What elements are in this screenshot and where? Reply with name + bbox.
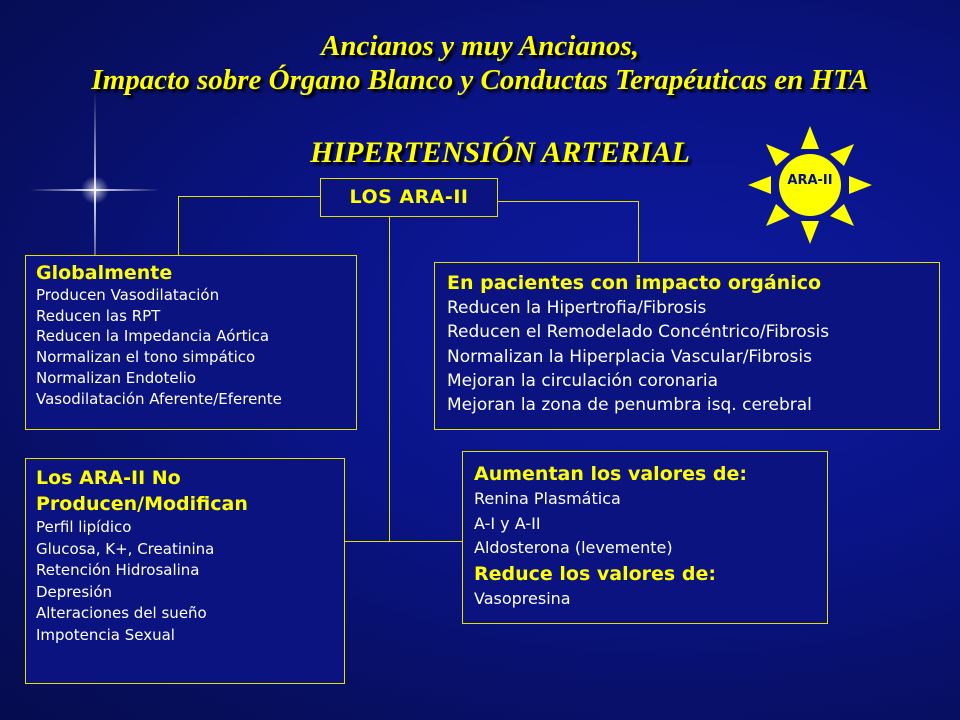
impacto-box bbox=[434, 262, 940, 430]
title-line-1: Ancianos y muy Ancianos, bbox=[321, 30, 639, 62]
list-item: Impotencia Sexual bbox=[36, 625, 175, 644]
list-item: Producen Vasodilatación bbox=[36, 286, 220, 304]
sun-label: ARA-II bbox=[787, 173, 833, 188]
aumentan-header: Aumentan los valores de: bbox=[474, 463, 748, 485]
list-item: Reducen las RPT bbox=[36, 306, 161, 325]
connector-line bbox=[389, 217, 390, 541]
list-item: Glucosa, K+, Creatinina bbox=[36, 539, 215, 558]
list-item: Reducen la Impedancia Aórtica bbox=[36, 327, 270, 346]
sun-icon bbox=[748, 126, 872, 244]
list-item: Vasopresina bbox=[474, 588, 571, 608]
globalmente-header: Globalmente bbox=[36, 262, 173, 284]
title-line-2: Impacto sobre Órgano Blanco y Conductas Terapéuticas en HTA bbox=[91, 64, 869, 96]
list-item: Reducen la Hipertrofia/Fibrosis bbox=[447, 298, 707, 318]
list-item: Aldosterona (levemente) bbox=[474, 538, 673, 557]
list-item: Depresión bbox=[36, 582, 113, 601]
center-box: LOS ARA-II bbox=[320, 178, 498, 217]
valores-box bbox=[462, 451, 828, 624]
list-item: A-I y A-II bbox=[474, 513, 541, 533]
list-item: Normalizan el tono simpático bbox=[36, 348, 256, 367]
section-title: HIPERTENSIÓN ARTERIAL bbox=[310, 136, 690, 169]
list-item: Normalizan la Hiperplacia Vascular/Fibrosis bbox=[447, 346, 812, 367]
list-item: Normalizan Endotelio bbox=[36, 368, 197, 387]
connector-line bbox=[638, 201, 639, 262]
connector-line bbox=[345, 541, 462, 542]
list-item: Vasodilatación Aferente/Eferente bbox=[36, 389, 282, 408]
connector-line bbox=[178, 196, 320, 197]
reduce-header: Reduce los valores de: bbox=[474, 562, 716, 585]
list-item: Alteraciones del sueño bbox=[36, 604, 207, 622]
list-item: Mejoran la zona de penumbra isq. cerebral bbox=[447, 395, 812, 416]
list-item: Retención Hidrosalina bbox=[36, 561, 200, 579]
no-modifican-header-2: Producen/Modifican bbox=[36, 493, 248, 515]
list-item: Reducen el Remodelado Concéntrico/Fibrosis bbox=[447, 322, 830, 343]
list-item: Renina Plasmática bbox=[474, 489, 621, 508]
connector-line bbox=[498, 201, 639, 202]
connector-line bbox=[178, 196, 179, 255]
list-item: Perfil lipídico bbox=[36, 518, 132, 536]
globalmente-box bbox=[25, 255, 357, 430]
list-item: Mejoran la circulación coronaria bbox=[447, 370, 719, 391]
impacto-header: En pacientes con impacto orgánico bbox=[447, 272, 822, 294]
no-modifican-box bbox=[25, 458, 345, 684]
no-modifican-header-1: Los ARA-II No bbox=[36, 467, 181, 489]
